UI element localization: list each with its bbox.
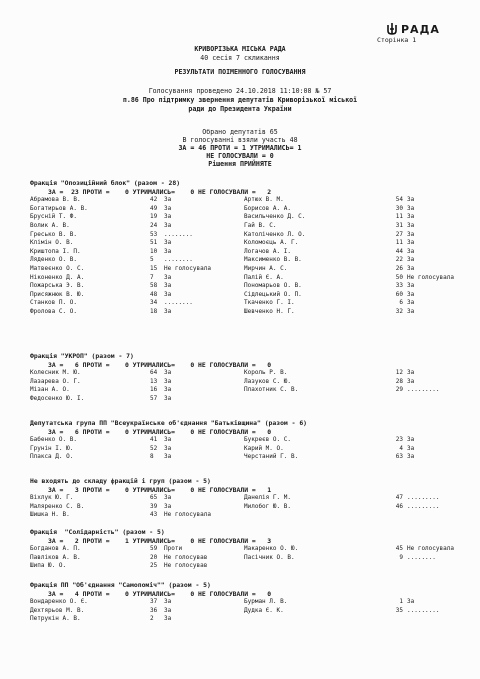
deputy-name: Лазарева О. Г. bbox=[30, 377, 81, 385]
deputy-name: Вондаренко О. Є. bbox=[30, 598, 88, 606]
deputy-name: Брусній Т. Ф. bbox=[30, 213, 77, 221]
table-row bbox=[30, 248, 470, 257]
vote-result: ......... bbox=[407, 494, 440, 502]
table-row bbox=[30, 511, 470, 520]
faction-summary: ЗА = 4 ПРОТИ = 0 УТРИМАЛИСЬ= 0 НЕ ГОЛОСУВАЛИ = 0 bbox=[48, 589, 272, 598]
card-number: 11 bbox=[395, 239, 403, 247]
deputy-name: Дехтярьов М. В. bbox=[30, 606, 85, 614]
card-number: 10 bbox=[150, 247, 158, 255]
vote-result: За bbox=[407, 307, 415, 315]
card-number: 23 bbox=[395, 436, 403, 444]
card-number: 9 bbox=[399, 553, 403, 561]
card-number: 27 bbox=[395, 230, 403, 238]
decision-line: Рішення ПРИЙНЯТЕ bbox=[208, 160, 272, 168]
vote-result: За bbox=[407, 282, 415, 290]
card-number: 29 bbox=[395, 386, 403, 394]
deputy-name: Богатирьов А. В. bbox=[30, 204, 88, 212]
deputy-name: Маляренко С. В. bbox=[30, 502, 85, 510]
vote-result: За bbox=[407, 444, 415, 452]
card-number: 51 bbox=[150, 239, 158, 247]
card-number: 54 bbox=[395, 196, 403, 204]
vote-result: За bbox=[164, 598, 172, 606]
deputy-name: Карий М. О. bbox=[244, 444, 284, 452]
deputy-name: Пасічник О. В. bbox=[244, 553, 295, 561]
deputy-name: Борисов А. А. bbox=[244, 204, 291, 212]
vote-result: Не голосувала bbox=[407, 545, 454, 553]
vote-result: ........ bbox=[407, 553, 436, 561]
vote-result: ......... bbox=[407, 502, 440, 510]
vote-result: За bbox=[164, 377, 172, 385]
rada-logo bbox=[385, 22, 440, 36]
deputy-name: Присяжнюк В. Ю. bbox=[30, 290, 85, 298]
vote-result: За bbox=[407, 290, 415, 298]
card-number: 6 bbox=[399, 299, 403, 307]
deputy-name: Мирчин А. С. bbox=[244, 264, 288, 272]
table-row bbox=[30, 291, 470, 300]
table-row bbox=[30, 213, 470, 222]
deputy-name: Шипа Ю. О. bbox=[30, 562, 67, 570]
vote-result: ......... bbox=[407, 386, 440, 394]
card-number: 50 bbox=[395, 273, 403, 281]
table-row bbox=[30, 265, 470, 274]
deputy-name: Черстаний Г. В. bbox=[244, 453, 299, 461]
deputy-name: Пожарська Э. В. bbox=[30, 282, 85, 290]
vote-result: За bbox=[164, 453, 172, 461]
deputy-name: Колесник М. Ю. bbox=[30, 369, 81, 377]
deputy-name: Мізан А. О. bbox=[30, 386, 70, 394]
card-number: 34 bbox=[150, 299, 158, 307]
table-row bbox=[30, 222, 470, 231]
deputy-name: Ніконенко Д. А. bbox=[30, 273, 85, 281]
card-number: 8 bbox=[150, 453, 154, 461]
faction-title: Фракція "Опозиційний блок" (разом - 28) bbox=[30, 179, 181, 187]
logo-text: РАДА bbox=[401, 22, 440, 36]
vote-result: За bbox=[164, 239, 172, 247]
vote-result: Не голосував bbox=[164, 562, 208, 570]
deputy-name: Милобог Ю. В. bbox=[244, 502, 291, 510]
card-number: 53 bbox=[150, 230, 158, 238]
faction-title: Депутатська група ПП "Всеукраїнське об'єднання "Батьківщина" (разом - 6) bbox=[30, 419, 308, 427]
table-row bbox=[30, 231, 470, 240]
table-row bbox=[30, 562, 470, 571]
vote-result: ......... bbox=[407, 606, 440, 614]
vote-result: Не голосувала bbox=[407, 273, 454, 281]
deputy-name: Макаренко О. Ю. bbox=[244, 545, 299, 553]
deputy-name: Ляденко О. В. bbox=[30, 256, 77, 264]
vote-result: Не голосувала bbox=[164, 264, 211, 272]
deputy-name: Лазуков С. Ю. bbox=[244, 377, 291, 385]
card-number: 5 bbox=[150, 256, 154, 264]
vote-result: За bbox=[164, 394, 172, 402]
vote-result: ........ bbox=[164, 230, 193, 238]
vote-result: За bbox=[407, 196, 415, 204]
table-row bbox=[30, 386, 470, 395]
vote-result: За bbox=[164, 196, 172, 204]
card-number: 63 bbox=[395, 453, 403, 461]
deputy-name: Богданов А. П. bbox=[30, 545, 81, 553]
vote-result: За bbox=[407, 264, 415, 272]
vote-result: За bbox=[164, 307, 172, 315]
card-number: 60 bbox=[395, 290, 403, 298]
table-row bbox=[30, 369, 470, 378]
deputy-name: Букреєв О. С. bbox=[244, 436, 291, 444]
table-row bbox=[30, 545, 470, 554]
faction-summary: ЗА = 23 ПРОТИ = 0 УТРИМАЛИСЬ= 0 НЕ ГОЛОСУВАЛИ = 2 bbox=[48, 187, 272, 196]
vote-result: За bbox=[164, 290, 172, 298]
table-row bbox=[30, 282, 470, 291]
card-number: 12 bbox=[395, 369, 403, 377]
card-number: 33 bbox=[395, 282, 403, 290]
card-number: 43 bbox=[150, 511, 158, 519]
vote-result: За bbox=[164, 494, 172, 502]
table-row bbox=[30, 395, 470, 404]
vote-result: За bbox=[164, 369, 172, 377]
agenda-item-line-2: ради до Президента України bbox=[188, 105, 292, 113]
deputy-name: Бурман Л. В. bbox=[244, 598, 288, 606]
vote-result: ........ bbox=[164, 256, 193, 264]
vote-result: За bbox=[407, 369, 415, 377]
not-voted-line: НЕ ГОЛОСУВАЛИ = 0 bbox=[206, 152, 274, 160]
table-row bbox=[30, 494, 470, 503]
vote-result: За bbox=[164, 615, 172, 623]
vote-result: За bbox=[407, 213, 415, 221]
page-number: Сторінка 1 bbox=[377, 36, 417, 44]
deputy-name: Гай В. С. bbox=[244, 221, 277, 229]
deputy-name: Сідлецький О. П. bbox=[244, 290, 302, 298]
deputy-name: Станков П. О. bbox=[30, 299, 77, 307]
vote-result: За bbox=[164, 213, 172, 221]
deputy-name: Васильченко Д. С. bbox=[244, 213, 306, 221]
card-number: 1 bbox=[399, 598, 403, 606]
vote-result: Не голосувала bbox=[164, 511, 211, 519]
vote-result: ........ bbox=[164, 299, 193, 307]
table-row bbox=[30, 378, 470, 387]
card-number: 20 bbox=[150, 553, 158, 561]
deputy-name: Плахотник С. В. bbox=[244, 386, 299, 394]
table-row bbox=[30, 274, 470, 283]
card-number: 13 bbox=[150, 377, 158, 385]
card-number: 16 bbox=[150, 386, 158, 394]
deputy-name: Король Р. В. bbox=[244, 369, 288, 377]
faction-title: Фракція "Солідарність" (разом - 5) bbox=[30, 528, 165, 536]
session-line: 40 сесія 7 скликання bbox=[200, 54, 280, 62]
vote-result: За bbox=[407, 230, 415, 238]
deputy-name: Бабенко О. В. bbox=[30, 436, 77, 444]
table-row bbox=[30, 453, 470, 462]
vote-result: За bbox=[407, 453, 415, 461]
card-number: 42 bbox=[150, 196, 158, 204]
faction-title: Не входять до складу фракцій і груп (разом - 5) bbox=[30, 477, 211, 485]
card-number: 49 bbox=[150, 204, 158, 212]
table-row bbox=[30, 436, 470, 445]
deputy-name: Гресько В. В. bbox=[30, 230, 77, 238]
faction-title: Фракція "УКРОП" (разом - 7) bbox=[30, 352, 134, 360]
deputy-name: Грунін І. Ю. bbox=[30, 444, 74, 452]
vote-result: За bbox=[164, 247, 172, 255]
faction-block bbox=[30, 581, 470, 624]
agenda-item-line-1: п.86 Про підтримку звернення депутатів Криворізької міської bbox=[122, 96, 358, 104]
vote-result: Не голосував bbox=[164, 553, 208, 561]
card-number: 24 bbox=[150, 221, 158, 229]
card-number: 37 bbox=[150, 598, 158, 606]
vote-result: За bbox=[407, 436, 415, 444]
deputy-name: Католіченко Л. О. bbox=[244, 230, 306, 238]
vote-result: За bbox=[164, 444, 172, 452]
faction-block bbox=[30, 179, 470, 317]
card-number: 65 bbox=[150, 494, 158, 502]
vote-result: За bbox=[164, 273, 172, 281]
faction-block bbox=[30, 477, 470, 520]
table-row bbox=[30, 503, 470, 512]
table-row bbox=[30, 256, 470, 265]
faction-summary: ЗА = 2 ПРОТИ = 1 УТРИМАЛИСЬ= 0 НЕ ГОЛОСУВАЛИ = 3 bbox=[48, 536, 272, 545]
vote-result: За bbox=[407, 204, 415, 212]
card-number: 15 bbox=[150, 264, 158, 272]
vote-result: За bbox=[164, 436, 172, 444]
card-number: 4 bbox=[399, 444, 403, 452]
table-row bbox=[30, 239, 470, 248]
deputy-name: Федосенко Ю. І. bbox=[30, 394, 85, 402]
vote-result: За bbox=[407, 247, 415, 255]
vote-result: За bbox=[164, 204, 172, 212]
card-number: 57 bbox=[150, 394, 158, 402]
table-row bbox=[30, 445, 470, 454]
deputy-name: Петрукін А. В. bbox=[30, 615, 81, 623]
card-number: 39 bbox=[150, 502, 158, 510]
vote-result: За bbox=[407, 377, 415, 385]
vote-result: За bbox=[407, 221, 415, 229]
vote-result: Проти bbox=[164, 545, 183, 553]
faction-block bbox=[30, 352, 470, 404]
table-row bbox=[30, 308, 470, 317]
card-number: 25 bbox=[150, 562, 158, 570]
card-number: 48 bbox=[150, 290, 158, 298]
deputy-name: Клімін О. В. bbox=[30, 239, 74, 247]
table-row bbox=[30, 607, 470, 616]
deputy-name: Шишка Н. В. bbox=[30, 511, 70, 519]
deputy-name: Павліков А. В. bbox=[30, 553, 81, 561]
card-number: 52 bbox=[150, 444, 158, 452]
deputy-name: Палій Є. А. bbox=[244, 273, 284, 281]
vote-result: За bbox=[407, 299, 415, 307]
card-number: 44 bbox=[395, 247, 403, 255]
faction-summary: ЗА = 3 ПРОТИ = 0 УТРИМАЛИСЬ= 0 НЕ ГОЛОСУВАЛИ = 1 bbox=[48, 485, 272, 494]
deputy-name: Артюх В. М. bbox=[244, 196, 284, 204]
faction-summary: ЗА = 6 ПРОТИ = 0 УТРИМАЛИСЬ= 0 НЕ ГОЛОСУВАЛИ = 0 bbox=[48, 427, 272, 436]
card-number: 46 bbox=[395, 502, 403, 510]
card-number: 41 bbox=[150, 436, 158, 444]
table-row bbox=[30, 196, 470, 205]
card-number: 7 bbox=[150, 273, 154, 281]
deputy-name: Абрамова В. В. bbox=[30, 196, 81, 204]
card-number: 28 bbox=[395, 377, 403, 385]
card-number: 58 bbox=[150, 282, 158, 290]
deputy-name: Дудка Є. К. bbox=[244, 606, 284, 614]
trident-icon bbox=[385, 22, 399, 36]
deputy-name: Віхлук Ю. Г. bbox=[30, 494, 74, 502]
deputy-name: Криштопа І. П. bbox=[30, 247, 81, 255]
vote-result: За bbox=[407, 239, 415, 247]
deputy-name: Данелія Г. М. bbox=[244, 494, 291, 502]
vote-result: За bbox=[164, 386, 172, 394]
deputy-name: Пономарьов О. В. bbox=[244, 282, 302, 290]
deputy-name: Фролова С. О. bbox=[30, 307, 77, 315]
card-number: 45 bbox=[395, 545, 403, 553]
totals-line: ЗА = 46 ПРОТИ = 1 УТРИМАЛИСЬ= 1 bbox=[178, 144, 302, 152]
deputy-name: Матвеєнко О. С. bbox=[30, 264, 85, 272]
elected-count: Обрано депутатів 65 bbox=[202, 128, 278, 136]
card-number: 30 bbox=[395, 204, 403, 212]
card-number: 35 bbox=[395, 606, 403, 614]
document-title: РЕЗУЛЬТАТИ ПОІМЕННОГО ГОЛОСУВАННЯ bbox=[174, 68, 306, 76]
faction-summary: ЗА = 6 ПРОТИ = 0 УТРИМАЛИСЬ= 0 НЕ ГОЛОСУВАЛИ = 0 bbox=[48, 360, 272, 369]
vote-result: За bbox=[164, 606, 172, 614]
card-number: 26 bbox=[395, 264, 403, 272]
card-number: 22 bbox=[395, 256, 403, 264]
card-number: 59 bbox=[150, 545, 158, 553]
vote-result: За bbox=[164, 502, 172, 510]
deputy-name: Плакса Д. О. bbox=[30, 453, 74, 461]
faction-block bbox=[30, 528, 470, 571]
participated-count: В голосуванні взяли участь 48 bbox=[182, 136, 298, 144]
deputy-name: Шевченко Н. Г. bbox=[244, 307, 295, 315]
vote-result: За bbox=[407, 598, 415, 606]
card-number: 36 bbox=[150, 606, 158, 614]
card-number: 64 bbox=[150, 369, 158, 377]
table-row bbox=[30, 554, 470, 563]
table-row bbox=[30, 299, 470, 308]
vote-datetime-line: Голосування проведено 24.10.2018 11:10:08 № 57 bbox=[148, 87, 332, 95]
faction-title: Фракція ПП "Об'єднання "Самопоміч"" (разом - 5) bbox=[30, 581, 211, 589]
council-title: КРИВОРІЗЬКА МІСЬКА РАДА bbox=[194, 45, 286, 53]
table-row bbox=[30, 598, 470, 607]
deputy-name: Логачов А. І. bbox=[244, 247, 291, 255]
vote-result: За bbox=[164, 282, 172, 290]
card-number: 47 bbox=[395, 494, 403, 502]
table-row bbox=[30, 615, 470, 624]
deputy-name: Ткаченко Г. І. bbox=[244, 299, 295, 307]
vote-result: За bbox=[407, 256, 415, 264]
card-number: 32 bbox=[395, 307, 403, 315]
card-number: 11 bbox=[395, 213, 403, 221]
card-number: 19 bbox=[150, 213, 158, 221]
table-row bbox=[30, 205, 470, 214]
deputy-name: Коломоєць А. Г. bbox=[244, 239, 299, 247]
faction-block bbox=[30, 419, 470, 462]
card-number: 2 bbox=[150, 615, 154, 623]
card-number: 31 bbox=[395, 221, 403, 229]
vote-result: За bbox=[164, 221, 172, 229]
card-number: 18 bbox=[150, 307, 158, 315]
deputy-name: Максименко В. В. bbox=[244, 256, 302, 264]
deputy-name: Волик А. В. bbox=[30, 221, 70, 229]
